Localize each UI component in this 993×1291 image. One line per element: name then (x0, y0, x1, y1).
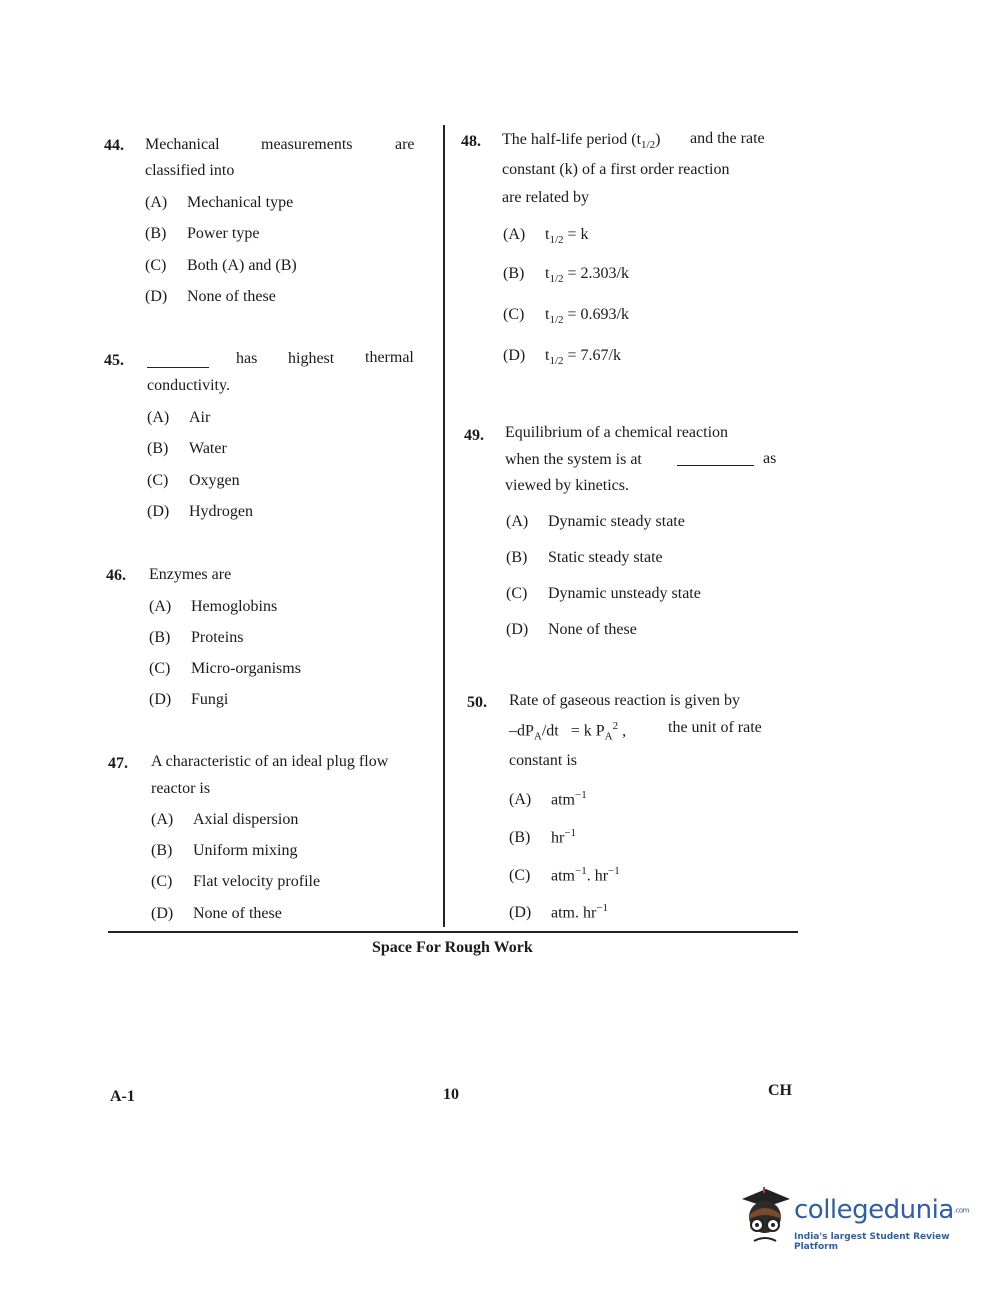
q44-number: 44. (104, 137, 124, 154)
q44-stem-line2: classified into (145, 162, 235, 179)
rough-work-label: Space For Rough Work (372, 939, 533, 956)
column-divider (443, 125, 445, 927)
collegedunia-logo (736, 1185, 969, 1255)
q50-stem-line2: $-dP_A/dt$ = k $P_A^2$ , (509, 720, 627, 743)
q49-option-c: (C) Dynamic unsteady state (506, 585, 701, 602)
q47-option-a: (A) Axial dispersion (151, 811, 299, 828)
q46-option-c: (C) Micro-organisms (149, 660, 301, 677)
q50-stem-line3: constant is (509, 752, 577, 769)
q47-number: 47. (108, 755, 128, 772)
q49-option-a: (A) Dynamic steady state (506, 513, 685, 530)
q48-stem-line2: constant (k) of a first order reaction (502, 161, 730, 178)
q49-stem-line2-tail: as (763, 450, 777, 467)
footer-rule (108, 931, 798, 933)
q44-option-d: (D) None of these (145, 288, 276, 305)
q48-option-d: (D) $t_{1/2} = 7.67/k$ (503, 347, 621, 368)
q49-option-b: (B) Static steady state (506, 549, 663, 566)
q49-blank (677, 465, 754, 466)
q46-option-d: (D) Fungi (149, 691, 229, 708)
q46-stem: Enzymes are (149, 566, 232, 583)
q48-number: 48. (461, 133, 481, 150)
q50-option-a: (A) atm$^{-1}$ (509, 789, 587, 809)
page-number: 10 (443, 1086, 459, 1103)
q48-option-a: (A) $t_{1/2} = k$ (503, 226, 589, 247)
booklet-code: A-1 (110, 1088, 135, 1105)
q47-option-b: (B) Uniform mixing (151, 842, 298, 859)
q50-option-d: (D) atm. $hr^{-1}$ (509, 902, 609, 922)
q44-word-1: Mechanical (145, 136, 220, 153)
q47-stem-line2: reactor is (151, 780, 211, 797)
q44-option-b: (B) Power type (145, 225, 260, 242)
q49-option-d: (D) None of these (506, 621, 637, 638)
q45-option-c: (C) Oxygen (147, 472, 240, 489)
q44-word-3: are (395, 136, 415, 153)
q45-number: 45. (104, 352, 124, 369)
q50-stem-line1: Rate of gaseous reaction is given by (509, 692, 741, 709)
q48-stem-line3: are related by (502, 189, 590, 206)
q46-number: 46. (106, 567, 126, 584)
q50-option-b: (B) $hr^{-1}$ (509, 827, 577, 847)
q45-stem-line2: conductivity. (147, 377, 230, 394)
q45-option-a: (A) Air (147, 409, 211, 426)
q50-option-c: (C) atm$^{-1}$. $hr^{-1}$ (509, 865, 620, 885)
q45-word-1: has (236, 350, 258, 367)
q47-option-d: (D) None of these (151, 905, 282, 922)
q45-option-d: (D) Hydrogen (147, 503, 253, 520)
q48-option-b: (B) $t_{1/2} = 2.303/k$ (503, 265, 629, 286)
q49-number: 49. (464, 427, 484, 444)
q50-number: 50. (467, 694, 487, 711)
q45-option-b: (B) Water (147, 440, 227, 457)
q45-blank (147, 367, 209, 368)
q48-stem-line1: The half-life period $(t_{1/2})$ (502, 131, 661, 152)
q45-word-2: highest (288, 350, 335, 367)
q49-stem-line3: viewed by kinetics. (505, 477, 629, 494)
subject-code: CH (768, 1082, 792, 1099)
graduate-mascot-icon (736, 1185, 794, 1249)
q46-option-b: (B) Proteins (149, 629, 244, 646)
q44-option-a: (A) Mechanical type (145, 194, 294, 211)
logo-wordmark: collegedunia.com (794, 1195, 969, 1225)
q45-word-3: thermal (365, 349, 414, 366)
q47-stem-line1: A characteristic of an ideal plug flow (151, 753, 389, 770)
q44-option-c: (C) Both (A) and (B) (145, 257, 297, 274)
q44-word-2: measurements (261, 136, 353, 153)
q49-stem-line1: Equilibrium of a chemical reaction (505, 424, 729, 441)
q48-stem-line1-tail: and the rate (690, 130, 765, 147)
q46-option-a: (A) Hemoglobins (149, 598, 278, 615)
q47-option-c: (C) Flat velocity profile (151, 873, 321, 890)
logo-tagline: India's largest Student Review Platform (794, 1232, 950, 1252)
q48-option-c: (C) $t_{1/2} = 0.693/k$ (503, 306, 629, 327)
q49-stem-line2: when the system is at (505, 451, 642, 468)
q50-stem-line2-tail: the unit of rate (668, 719, 762, 736)
